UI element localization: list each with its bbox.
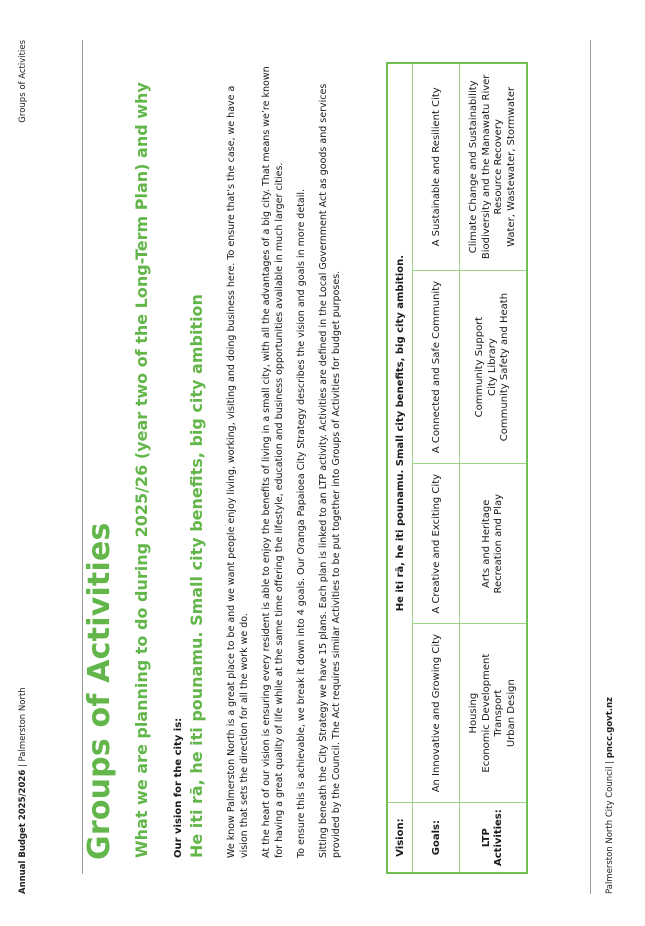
activity-item: Resource Recovery <box>493 119 504 215</box>
vision-statement: He iti rā, he iti pounamu. Small city benefits, big city ambition <box>187 294 206 858</box>
header-city: Palmerston North <box>18 687 28 762</box>
activity-item: Water, Wastewater, Stormwater <box>505 86 517 247</box>
activity-item: Community Support <box>474 316 486 418</box>
activity-cell <box>460 624 528 803</box>
activity-item: City Library <box>486 338 498 396</box>
activity-item: Biodiversity and the Manawatu River <box>480 74 492 260</box>
activity-item: Arts and Heritage <box>480 499 492 588</box>
activities-row <box>460 63 528 873</box>
activity-item: Urban Design <box>505 679 517 748</box>
page-title: Groups of Activities <box>82 522 117 860</box>
header-section-name: Groups of Activities <box>18 40 28 123</box>
footer-website: pncc.govt.nz <box>605 697 615 759</box>
goal-cell: A Creative and Exciting City <box>413 464 460 624</box>
activity-item: Recreation and Play <box>493 494 504 594</box>
footer-separator: | <box>605 760 615 764</box>
activity-item: Community Safety and Heath <box>499 292 511 442</box>
bottom-divider <box>590 40 591 894</box>
goals-label: Goals: <box>413 803 460 873</box>
vision-row <box>387 63 413 873</box>
page-subtitle: What we are planning to do during 2025/26 (year two of the Long-Term Plan) and why <box>132 82 151 858</box>
footer <box>605 697 615 894</box>
paragraph: Sitting beneath the City Strategy we have 15 plans. Each plan is linked to an LTP activity. Activities are defined in the Local Government Act as goods and services provided by the Council. The Act requires similar Activities to be put together into Groups of Activities for budget purposes. <box>318 83 342 858</box>
running-header <box>18 687 28 894</box>
vision-label: Vision: <box>387 803 413 873</box>
activity-item: Transport <box>493 689 504 737</box>
activity-item: Economic Development <box>480 653 492 773</box>
activity-cell <box>460 270 528 464</box>
goal-cell: A Connected and Safe Community <box>413 270 460 464</box>
goal-cell: A Sustainable and Resilient City <box>413 63 460 270</box>
activity-item: Housing <box>468 692 479 734</box>
paragraph: At the heart of our vision is ensuring every resident is able to enjoy the benefits of living in a small city, with all the advantages of a big city. That means we’re known for having a great quality of life while at the same time offering the lifestyle, education and business opportunities available in much larger cities. <box>261 66 285 858</box>
vision-cell: He iti rā, he iti pounamu. Small city benefits, big city ambition. <box>387 63 413 803</box>
activity-cell <box>460 464 528 624</box>
header-separator: | <box>18 764 28 768</box>
activity-cell <box>460 63 528 270</box>
activities-table <box>386 62 528 874</box>
goal-cell: An Innovative and Growing City <box>413 624 460 803</box>
goals-row <box>413 63 460 873</box>
footer-org: Palmerston North City Council <box>605 766 615 894</box>
paragraph: To ensure this is achievable, we break it down into 4 goals. Our Oranga Papaioea City Strategy describes the vision and goals in more detail. <box>296 188 307 858</box>
body-text <box>225 62 352 858</box>
vision-intro: Our vision for the city is: <box>173 717 184 858</box>
activities-label: LTP Activities: <box>460 803 528 873</box>
paragraph: We know Palmerston North is a great place to be and we want people enjoy living, working, visiting and doing business here. To ensure that’s the case, we have a vision that sets the direction for all the work we do. <box>226 85 250 858</box>
header-document-title: Annual Budget 2025/2026 <box>18 769 28 894</box>
activity-item: Climate Change and Sustainability <box>468 80 479 254</box>
